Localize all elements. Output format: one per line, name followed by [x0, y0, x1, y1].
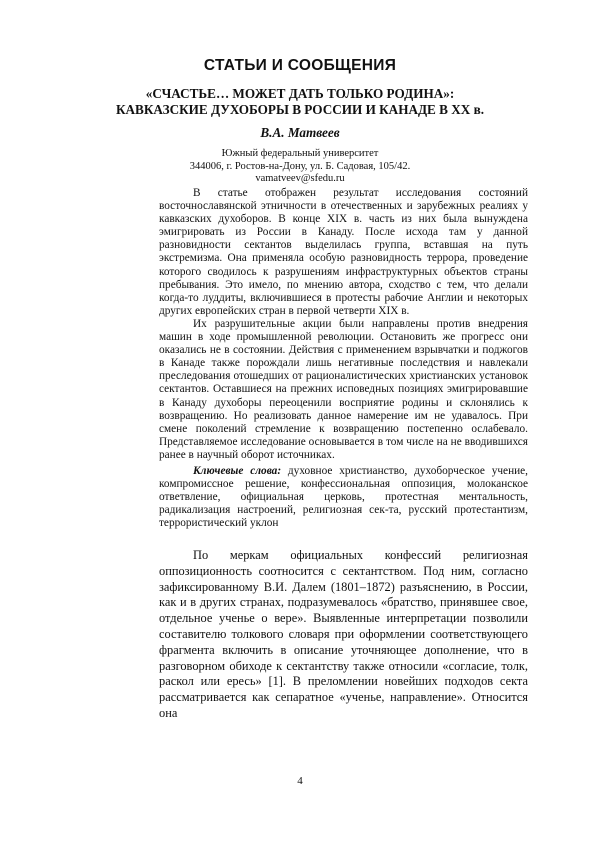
abstract — [159, 187, 528, 462]
author-affiliation — [100, 148, 500, 186]
keywords-block — [159, 465, 528, 530]
article-title-line-2: КАВКАЗСКИЕ ДУХОБОРЫ В РОССИИ И КАНАДЕ В XX в. — [115, 102, 485, 117]
article-body — [159, 548, 528, 722]
keywords-label: Ключевые слова: — [193, 465, 282, 477]
article-title — [100, 86, 500, 118]
page-number: 4 — [297, 775, 303, 787]
abstract-paragraph: Их разрушительные акции были направлены против внедрения машин в ходе промышленной революции. Остановить же прогресс они оказались не в состоянии. Действия с применением взрывчатки и поджогов в Канаде также порождали лишь негативные последствия и навлекали преследования отошедших от рационалистических христианских установок сектантов. Оставшиеся на прежних исповедных позициях эмигрировавшие в Канаду духоборы переоценили восприятие родины и склонялись к возвращению. Но реализовать данное намерение им не удавалось. При смене поколений стремление к возвращению постепенно ослабевало. Представляемое исследование основывается в том числе на не вводившихся ранее в научный оборот источниках. — [159, 317, 528, 461]
affiliation-university: Южный федеральный университет — [221, 148, 379, 159]
keywords-text: духовное христианство, духоборческое учение, компромиссное решение, конфессиональная оппозиция, молоканское ответвление, официальная церковь, протестная ментальность, радикализация настроений, религиозная сек-та, русский протестантизм, террористический уклон — [159, 465, 528, 530]
article-title-line-1: «СЧАСТЬЕ… МОЖЕТ ДАТЬ ТОЛЬКО РОДИНА»: — [145, 86, 455, 101]
affiliation-address: 344006, г. Ростов-на-Дону, ул. Б. Садовая, 105/42. — [189, 160, 411, 172]
body-paragraph: По меркам официальных конфессий религиозная оппозиционность соотносится с сектантством. Под ним, согласно зафиксированному В.И. Далем (1801–1872) разъяснению, в России, как и в других странах, подразумевалось «братство, принявшее свое, отдельное ученье о вере». Выявленные интерпретации позволили составителю толкового словаря при оформлении соответствующего фрагмента включить в описание уточняющее дополнение, что в разговорном обиходе к сектантству также относили «согласие, толк, раскол или ересь» [1]. В преломлении новейших подходов секта рассматривается как сепаратное «ученье, направление». Относится она — [159, 548, 528, 720]
abstract-paragraph: В статье отображен результат исследования состояний восточнославянской этничности в отечественных и зарубежных реалиях у кавказских духоборов. В конце XIX в. часть из них была вынуждена эмигрировать из России в Канаду. После исхода там у данной разновидности сектантов выделилась группа, вставшая на путь экстремизма. Она применяла особую разновидность террора, проведение которого сводилось к разрушениям инфраструктурных объектов страны пребывания. Это имело, по мнению автора, сходство с тем, что делали когда-то луддиты, включившиеся в протесты рабочие Англии и некоторых других европейских стран в первой четверти XIX в. — [159, 187, 528, 317]
author-name: В.А. Матвеев — [260, 125, 340, 140]
section-title: СТАТЬИ И СООБЩЕНИЯ — [203, 57, 397, 74]
keywords-paragraph — [159, 465, 528, 530]
affiliation-email: vamatveev@sfedu.ru — [255, 173, 345, 185]
